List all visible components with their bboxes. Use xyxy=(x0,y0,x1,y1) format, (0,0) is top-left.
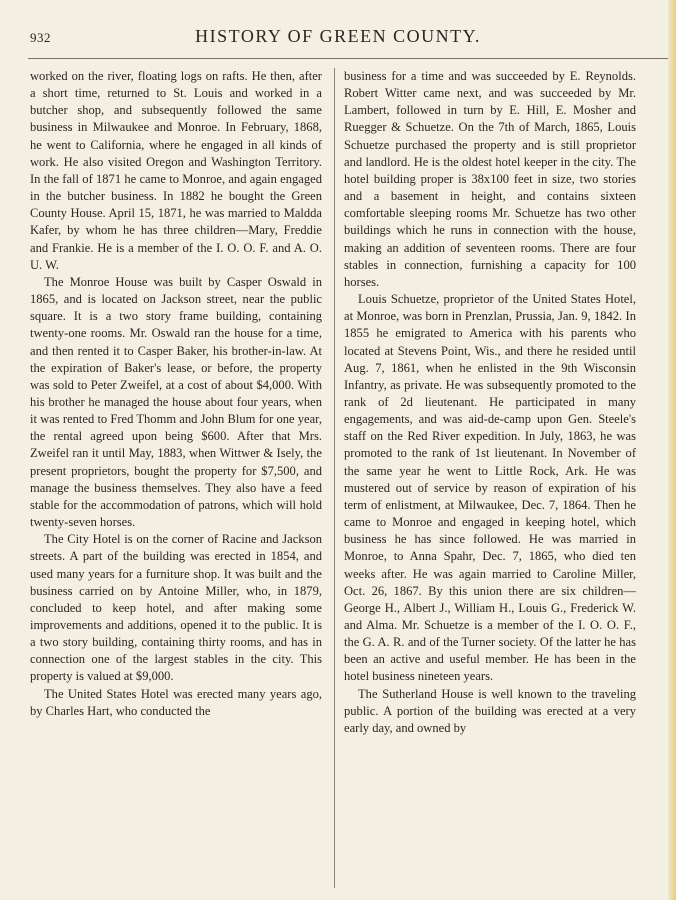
page-edge xyxy=(668,0,676,900)
left-column xyxy=(30,68,322,720)
right-paragraph-sutherland-house: The Sutherland House is well known to the traveling public. A portion of the building was erected at a very early day, and owned by xyxy=(344,686,636,735)
header-rule xyxy=(28,58,668,59)
page-header xyxy=(30,22,646,50)
running-head-title: HISTORY OF GREEN COUNTY. xyxy=(195,26,481,46)
left-paragraph-1: worked on the river, floating logs on rafts. He then, after a short time, returned to St. Louis and worked in a butcher shop, and subsequently followed the same business in Milwaukee and Monroe. In February, 1868, he went to California, where he engaged in all kinds of work. He also visited Oregon and Washington Territory. In the fall of 1871 he came to Monroe, and again engaged in the butcher business. In 1882 he bought the Green County House. April 15, 1871, he was married to Maldda Kafer, by whom he has three children—Mary, Freddie and Frankie. He is a member of the I. O. O. F. and A. O. U. W. xyxy=(30,69,322,272)
left-paragraph-monroe-house: The Monroe House was built by Casper Oswald in 1865, and is located on Jackson street, near the public square. It is a two story frame building, containing twenty-one rooms. Mr. Oswald ran the house for a time, and then rented it to Casper Baker, his brother-in-law. At the expiration of Baker's lease, or before, the property was sold to Peter Zweifel, at a cost of about $4,000. With his brother he managed the house about four years, when it was rented to Fred Thomm and John Blum for one year, the rental agreed upon being $600. After that Mrs. Zweifel ran it until May, 1883, when Wittwer & Isely, the present proprietors, bought the property for $7,500, and manage the business themselves. They also have a feed stable for the accommodation of patrons, which will hold twenty-seven horses. xyxy=(30,274,322,530)
right-paragraph-louis-schuetze: Louis Schuetze, proprietor of the United States Hotel, at Monroe, was born in Prenzlan, Prussia, Jan. 9, 1842. In 1855 he emigrated to America with his parents who located at Stevens Point, Wis., and there he resided until Aug. 7, 1861, when he enlisted in the 9th Wisconsin Infantry, as private. He was subsequently promoted to the rank of 2d lieutenant. He participated in many engagements, and was aid-de-camp upon Gen. Steele's staff on the Red River expedition. In July, 1863, he was promoted to the rank of 1st lieutenant. In November of the same year he went to Little Rock, Ark. He was mustered out of service by reason of expiration of his term of enlistment, at Milwaukee, Dec. 7, 1864. Then he came to Monroe and engaged in keeping hotel, which business he has since followed. He was married in Monroe, to Anna Spahr, Dec. 7, 1865, who died ten weeks after. He was again married to Caroline Miller, Oct. 26, 1867. By this union there are six children—George H., Albert J., William H., Louis G., Frederick W. and Alma. Mr. Schuetze is a member of the I. O. O. F., the G. A. R. and of the Turner society. Of the latter he has been an active and useful member. He has been in the hotel business nineteen years. xyxy=(344,292,636,684)
page-number: 932 xyxy=(30,30,51,45)
left-paragraph-city-hotel: The City Hotel is on the corner of Racine and Jackson streets. A part of the building was erected in 1854, and used many years for a furniture shop. It was built and the business carried on by Antoine Miller, who, in 1879, concluded to keep hotel, and after making some improvements and additions, opened it to the public. It is a two story building, containing thirty rooms, and has in connection one of the largest stables in the city. This property is valued at $9,000. xyxy=(30,532,322,684)
right-column xyxy=(344,68,636,737)
left-paragraph-united-states-hotel: The United States Hotel was erected many years ago, by Charles Hart, who conducted the xyxy=(30,686,322,718)
column-divider xyxy=(334,68,335,888)
right-paragraph-1: business for a time and was succeeded by E. Reynolds. Robert Witter came next, and was succeeded by Mr. Lambert, followed in turn by E. Hill, E. Mosher and Ruegger & Schuetze. On the 7th of March, 1865, Louis Schuetze purchased the property and is still proprietor and landlord. He is the oldest hotel keeper in the city. The hotel building proper is 38x100 feet in size, two stories and a basement in height, and contains sixteen comfortable sleeping rooms Mr. Schuetze has two other buildings which he runs in connection with the house, making an addition of seventeen rooms. There are four stables in connection, furnishing a capacity for 100 horses. xyxy=(344,69,636,289)
